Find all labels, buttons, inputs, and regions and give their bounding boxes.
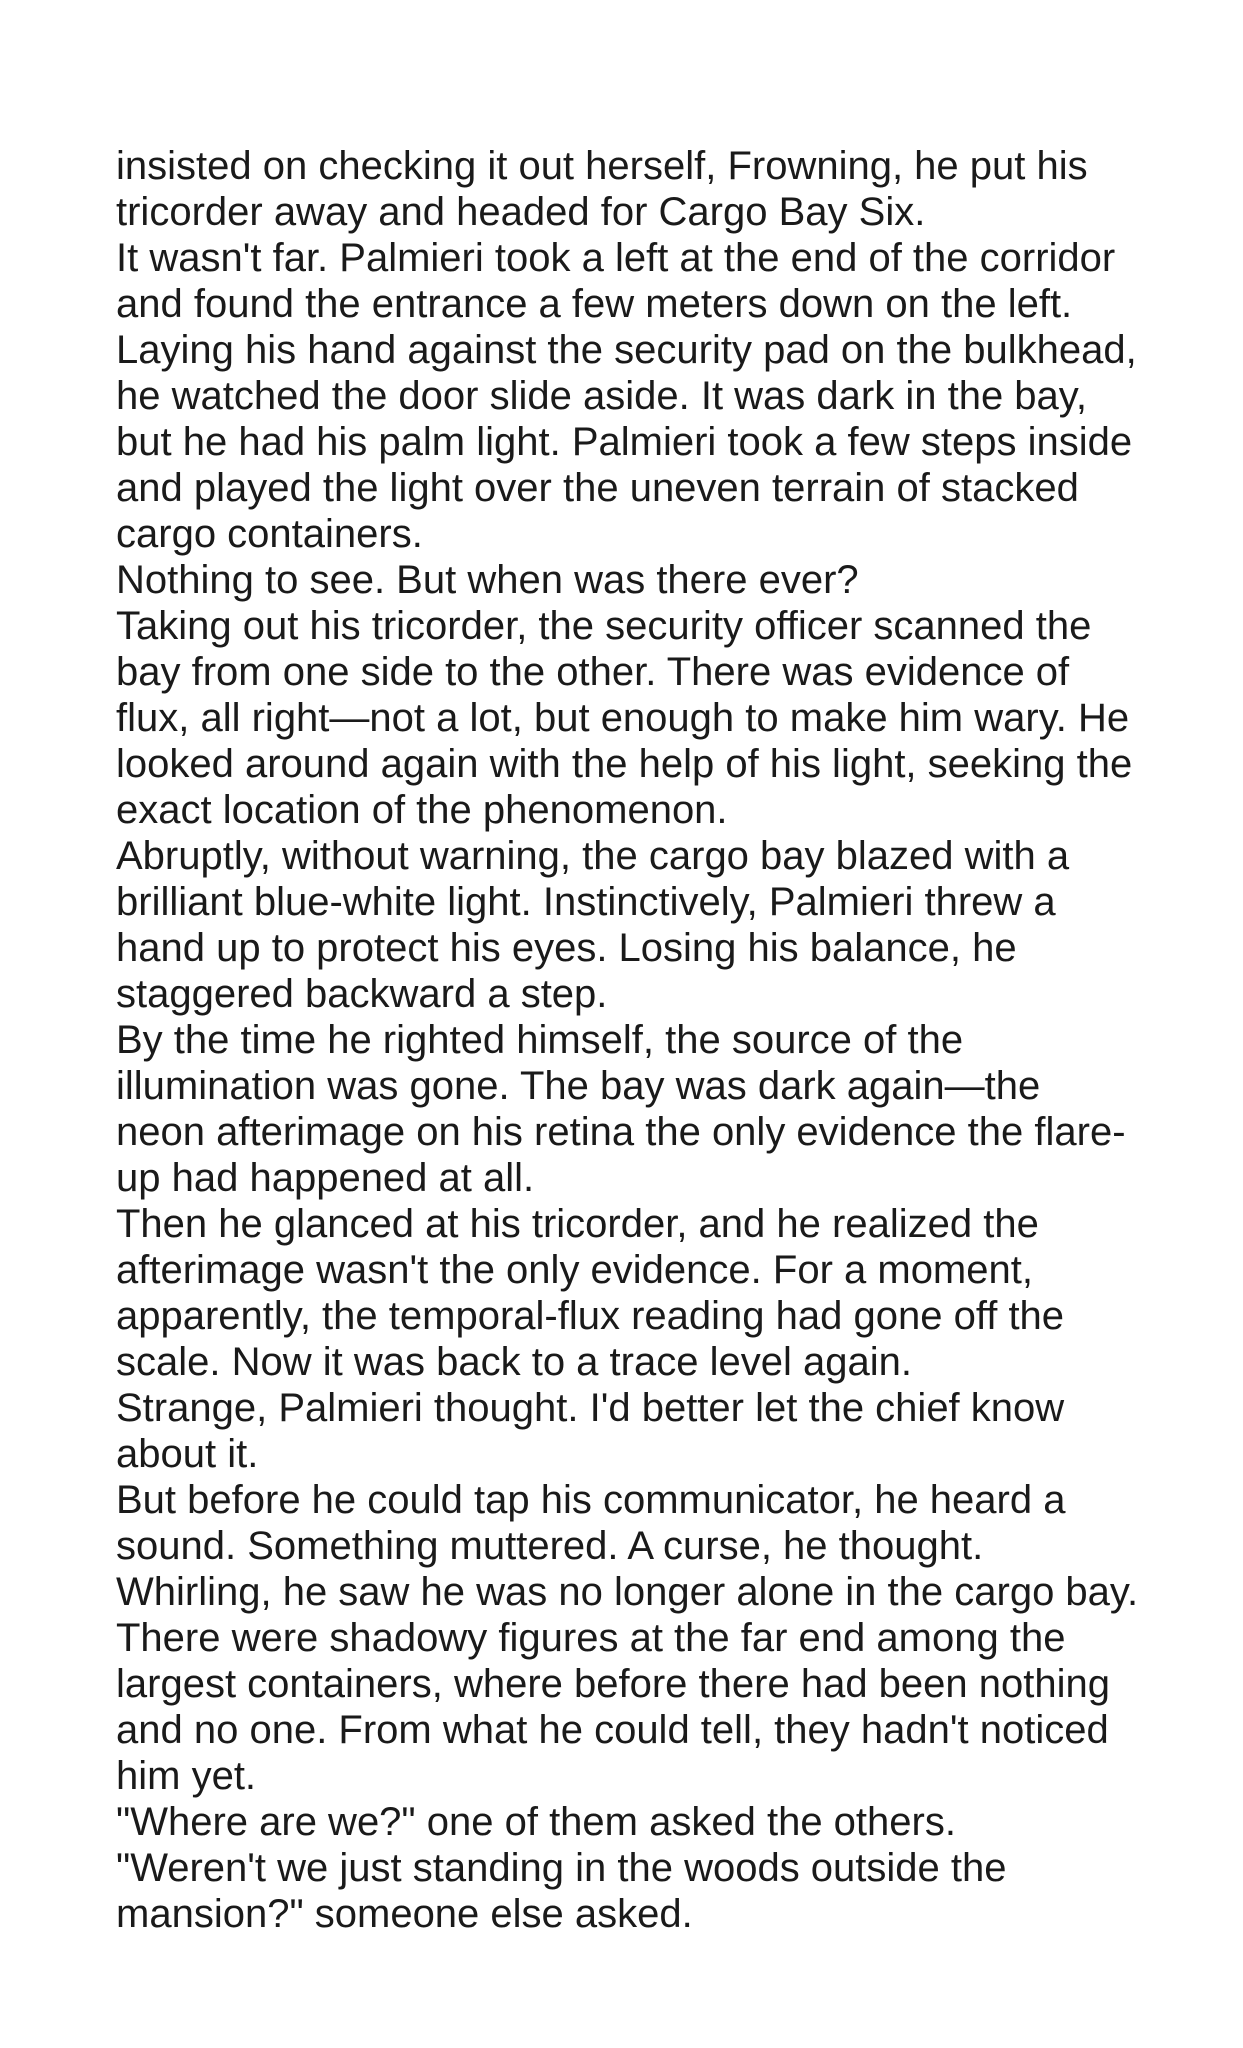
paragraph: Whirling, he saw he was no longer alone in the cargo bay. There were shadowy figures at the far end among the largest containers, where before there had been nothing and no one. From what he could tell, they hadn't noticed him yet.: [116, 1570, 1139, 1798]
paragraph: By the time he righted himself, the source of the illumination was gone. The bay was dark again—the neon afterimage on his retina the only evidence the flare- up had happened at all.: [116, 1018, 1126, 1200]
paragraph: Abruptly, without warning, the cargo bay blazed with a brilliant blue-white light. Instinctively, Palmieri threw a hand up to protect his eyes. Losing his balance, he staggered backward a step.: [116, 834, 1070, 1016]
paragraph: insisted on checking it out herself, Frowning, he put his tricorder away and headed for Cargo Bay Six.: [116, 144, 1088, 234]
paragraph: Strange, Palmieri thought. I'd better let the chief know about it.: [116, 1386, 1065, 1476]
paragraph: Nothing to see. But when was there ever?: [116, 558, 859, 602]
paragraph: Then he glanced at his tricorder, and he realized the afterimage wasn't the only evidence. For a moment, apparently, the temporal-flux reading had gone off the scale. Now it was back to a trace level again.: [116, 1202, 1065, 1384]
document-page: [116, 143, 1236, 1937]
paragraph: "Where are we?" one of them asked the others.: [116, 1800, 956, 1844]
paragraph: "Weren't we just standing in the woods outside the mansion?" someone else asked.: [116, 1846, 1007, 1936]
paragraph: It wasn't far. Palmieri took a left at the end of the corridor and found the entrance a few meters down on the left. Laying his hand against the security pad on the bulkhead, he watched the door slide aside. It was dark in the bay, but he had his palm light. Palmieri took a few steps inside and played the light over the uneven terrain of stacked cargo containers.: [116, 236, 1137, 556]
paragraph: But before he could tap his communicator, he heard a sound. Something muttered. A curse, he thought.: [116, 1478, 1066, 1568]
paragraph: Taking out his tricorder, the security officer scanned the bay from one side to the other. There was evidence of flux, all right—not a lot, but enough to make him wary. He looked around again with the help of his light, seeking the exact location of the phenomenon.: [116, 604, 1133, 832]
